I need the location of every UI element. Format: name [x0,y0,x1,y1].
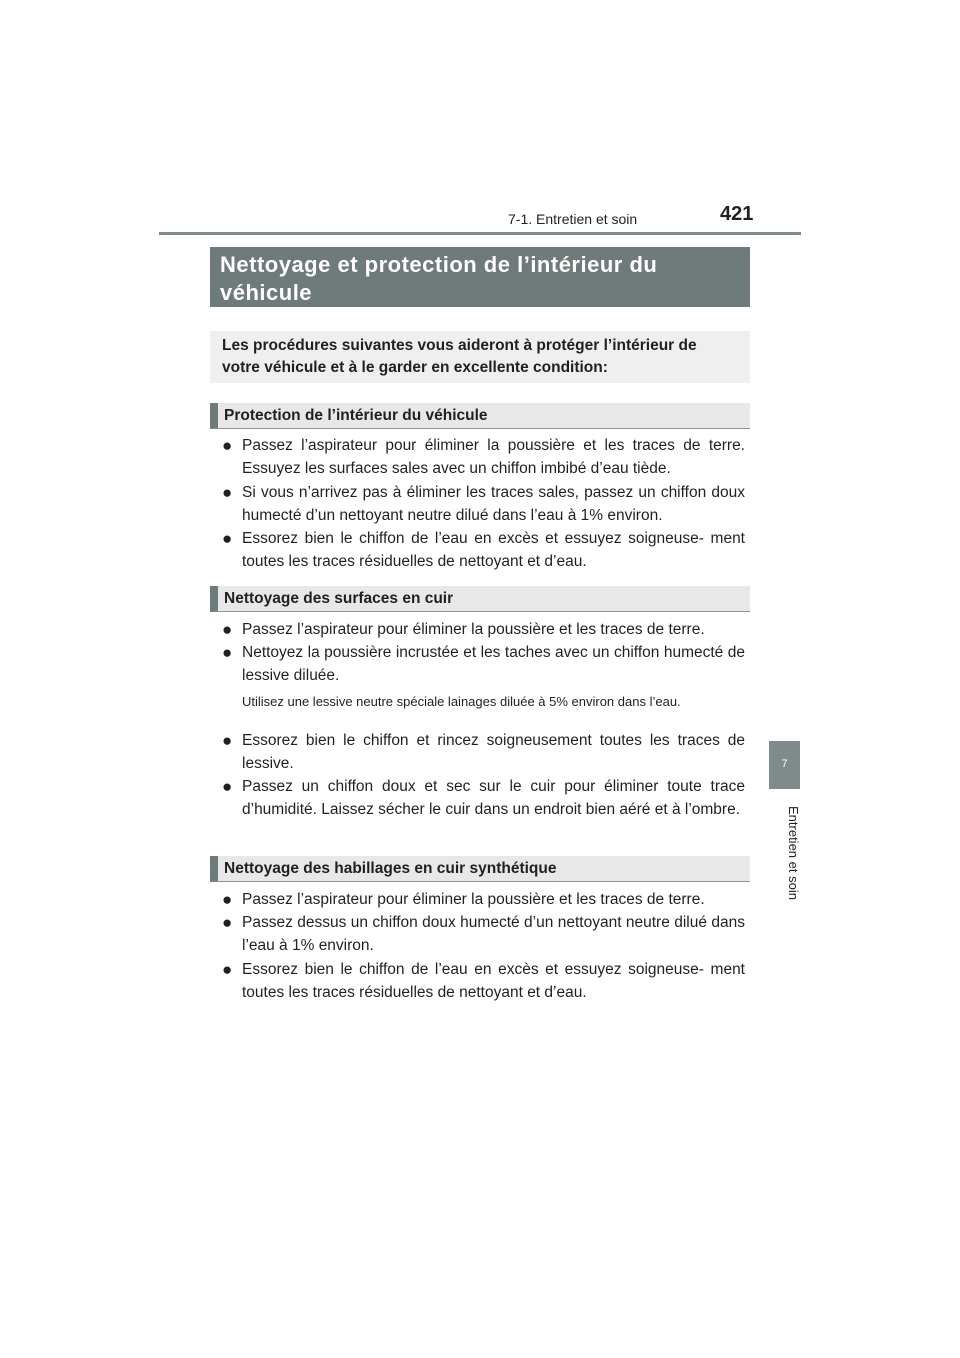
bullet-icon: ● [222,643,233,662]
bullet-icon: ● [222,436,233,455]
section-heading: Nettoyage des surfaces en cuir [210,586,750,612]
bullet-icon: ● [222,731,233,750]
list-item [222,958,745,1004]
bullet-icon: ● [222,777,233,796]
list-item [222,729,745,775]
page-title: Nettoyage et protection de l’intérieur du véhicule [210,247,750,307]
list-item-text: Essorez bien le chiffon et rincez soigneusement toutes les traces de lessive. [242,732,745,772]
list-item-text: Essorez bien le chiffon de l’eau en excès et essuyez soigneuse- ment toutes les traces résiduelles de nettoyant et d’eau. [242,530,745,570]
list-item [222,775,745,821]
bullet-icon: ● [222,890,233,909]
list-item [222,527,745,573]
bullet-icon: ● [222,483,233,502]
list-item-text: Passez l’aspirateur pour éliminer la poussière et les traces de terre. Essuyez les surfaces sales avec un chiffon imbibé d’eau tiède. [242,437,745,477]
list-item [222,618,745,641]
list-item [222,434,745,480]
bullet-icon: ● [222,960,233,979]
intro-text: Les procédures suivantes vous aideront à protéger l’intérieur de votre véhicule et à le garder en excellente condition: [210,331,750,383]
section-heading: Protection de l’intérieur du véhicule [210,403,750,429]
section-heading: Nettoyage des habillages en cuir synthétique [210,856,750,882]
list-item-text: Nettoyez la poussière incrustée et les taches avec un chiffon humecté de lessive diluée. [242,644,745,684]
header-section-title: 7-1. Entretien et soin [508,211,638,227]
bullet-icon: ● [222,529,233,548]
note-text: Utilisez une lessive neutre spéciale lainages diluée à 5% environ dans l’eau. [242,694,681,709]
list-item [222,641,745,687]
chapter-tab-number: 7 [769,741,800,788]
list-item-text: Passez l’aspirateur pour éliminer la poussière et les traces de terre. [242,621,705,638]
chapter-tab-label: Entretien et soin [786,806,801,900]
list-item-text: Passez dessus un chiffon doux humecté d’un nettoyant neutre dilué dans l’eau à 1% environ. [242,914,745,954]
header-divider [159,232,801,235]
list-item [222,911,745,957]
page-number: 421 [720,203,754,225]
bullet-icon: ● [222,620,233,639]
list-item-text: Essorez bien le chiffon de l’eau en excès et essuyez soigneuse- ment toutes les traces résiduelles de nettoyant et d’eau. [242,961,745,1001]
chapter-tab-divider [769,788,800,789]
list-item-text: Passez l’aspirateur pour éliminer la poussière et les traces de terre. [242,891,705,908]
list-item-text: Passez un chiffon doux et sec sur le cuir pour éliminer toute trace d’humidité. Laissez sécher le cuir dans un endroit bien aéré et à l’ombre. [242,778,745,818]
bullet-icon: ● [222,913,233,932]
list-item [222,481,745,527]
list-item [222,888,745,911]
list-item-text: Si vous n’arrivez pas à éliminer les traces sales, passez un chiffon doux humecté d’un nettoyant neutre dilué dans l’eau à 1% environ. [242,484,745,524]
